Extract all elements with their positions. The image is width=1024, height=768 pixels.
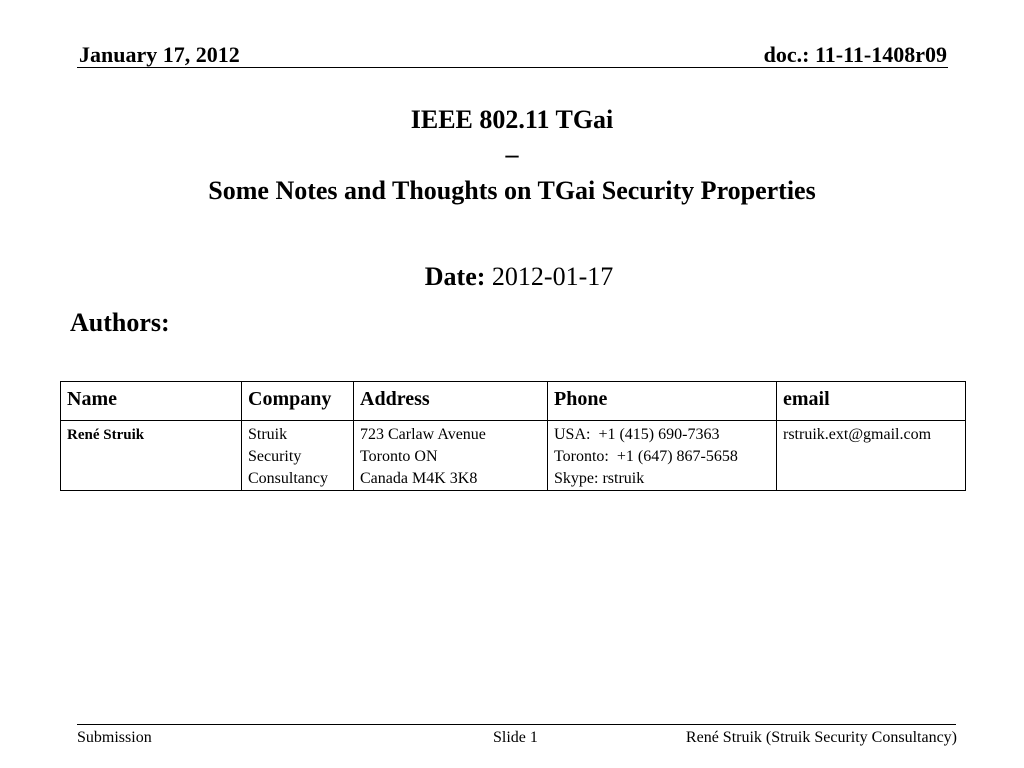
table-row xyxy=(61,421,966,491)
address-line: Toronto ON xyxy=(360,448,438,465)
footer-author: René Struik (Struik Security Consultancy) xyxy=(685,729,957,746)
phone-line: Skype: rstruik xyxy=(554,470,645,487)
footer-rule xyxy=(77,724,956,725)
header-doc-id: doc.: 11-11-1408r09 xyxy=(763,42,947,67)
footer-slide-number: Slide 1 xyxy=(493,729,538,746)
authors-table xyxy=(60,381,966,491)
authors-heading: Authors: xyxy=(70,308,170,337)
title-line-1: IEEE 802.11 TGai xyxy=(410,105,614,134)
cell-company xyxy=(242,421,354,491)
date-label: Date: xyxy=(424,262,486,291)
col-header-company: Company xyxy=(242,382,354,421)
cell-phone xyxy=(548,421,777,491)
title-line-2: – xyxy=(505,140,519,169)
company-line: Struik xyxy=(248,426,288,443)
col-header-name: Name xyxy=(61,382,242,421)
cell-name: René Struik xyxy=(61,421,242,491)
col-header-email: email xyxy=(777,382,966,421)
cell-email: rstruik.ext@gmail.com xyxy=(777,421,966,491)
phone-line: USA: +1 (415) 690-7363 xyxy=(554,426,720,443)
footer-submission: Submission xyxy=(77,729,152,746)
date-line xyxy=(0,262,1024,292)
address-line: Canada M4K 3K8 xyxy=(360,470,478,487)
address-line: 723 Carlaw Avenue xyxy=(360,426,486,443)
header-date: January 17, 2012 xyxy=(79,42,240,67)
phone-line: Toronto: +1 (647) 867-5658 xyxy=(554,448,738,465)
cell-address xyxy=(354,421,548,491)
col-header-address: Address xyxy=(354,382,548,421)
company-line: Security xyxy=(248,448,302,465)
table-header-row xyxy=(61,382,966,421)
col-header-phone: Phone xyxy=(548,382,777,421)
title-line-3: Some Notes and Thoughts on TGai Security Properties xyxy=(208,176,816,205)
date-value: 2012-01-17 xyxy=(485,262,614,291)
header-rule xyxy=(77,67,948,68)
company-line: Consultancy xyxy=(248,470,328,487)
